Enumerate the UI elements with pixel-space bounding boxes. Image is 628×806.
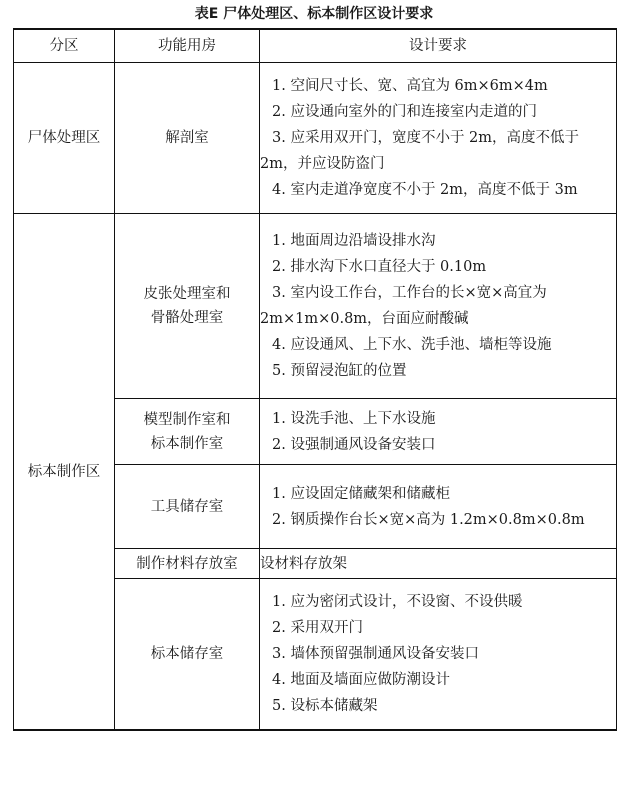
table-header-row <box>14 29 617 63</box>
header-requirements: 设计要求 <box>260 29 617 63</box>
requirement-item: 2. 应设通向室外的门和连接室内走道的门 <box>272 104 537 120</box>
requirement-item: 4. 应设通风、上下水、洗手池、墙柜等设施 <box>272 337 552 353</box>
requirements-cell <box>260 465 617 549</box>
requirement-item: 3. 应采用双开门，宽度不小于 2m，高度不低于 2m，并应设防盗门 <box>260 130 580 172</box>
requirement-item: 4. 地面及墙面应做防潮设计 <box>272 672 450 688</box>
room-name-line: 解剖室 <box>165 130 209 146</box>
requirement-item: 设材料存放架 <box>260 555 347 572</box>
requirement-item: 2. 采用双开门 <box>272 620 363 636</box>
room-cell <box>115 465 260 549</box>
requirements-cell <box>260 399 617 465</box>
requirement-item: 5. 设标本储藏架 <box>272 698 378 714</box>
requirement-item: 1. 地面周边沿墙设排水沟 <box>272 233 436 249</box>
room-name-line: 工具储存室 <box>150 498 224 515</box>
room-cell <box>115 579 260 731</box>
requirements-cell <box>260 63 617 214</box>
requirement-item: 5. 预留浸泡缸的位置 <box>272 363 407 379</box>
requirement-item: 1. 空间尺寸长、宽、高宜为 6m×6m×4m <box>272 78 548 94</box>
requirement-item: 4. 室内走道净宽度不小于 2m，高度不低于 3m <box>272 182 578 198</box>
header-room: 功能用房 <box>115 29 260 63</box>
room-name-line: 标本制作室 <box>150 435 224 452</box>
room-cell <box>115 549 260 579</box>
requirement-item: 2. 设强制通风设备安装口 <box>272 436 436 453</box>
room-name-line: 标本储存室 <box>150 646 224 662</box>
requirement-item: 1. 设洗手池、上下水设施 <box>272 410 436 427</box>
room-name-line: 皮张处理室和 <box>143 286 231 302</box>
requirement-item: 3. 室内设工作台，工作台的长×宽×高宜为 2m×1m×0.8m，台面应耐酸碱 <box>260 285 547 327</box>
requirement-item: 1. 应设固定储藏架和储藏柜 <box>272 485 450 502</box>
table-row <box>14 63 617 214</box>
room-cell <box>115 63 260 214</box>
requirement-item: 1. 应为密闭式设计，不设窗、不设供暖 <box>272 594 523 610</box>
room-name-line: 制作材料存放室 <box>136 555 238 572</box>
requirement-item: 2. 排水沟下水口直径大于 0.10m <box>272 259 487 275</box>
room-cell <box>115 214 260 399</box>
room-name-line: 骨骼处理室 <box>150 310 224 326</box>
header-zone: 分区 <box>14 29 115 63</box>
requirement-item: 2. 钢质操作台长×宽×高为 1.2m×0.8m×0.8m <box>272 511 585 528</box>
room-cell <box>115 399 260 465</box>
table-title: 表E 尸体处理区、标本制作区设计要求 <box>194 6 434 22</box>
design-requirements-table <box>13 28 617 731</box>
table-row <box>14 214 617 399</box>
requirement-item: 3. 墙体预留强制通风设备安装口 <box>272 646 479 662</box>
requirements-cell <box>260 579 617 731</box>
zone-cell-specimen: 标本制作区 <box>14 214 115 731</box>
requirements-cell <box>260 214 617 399</box>
zone-cell-corpse: 尸体处理区 <box>14 63 115 214</box>
requirements-cell <box>260 549 617 579</box>
room-name-line: 模型制作室和 <box>143 411 231 428</box>
